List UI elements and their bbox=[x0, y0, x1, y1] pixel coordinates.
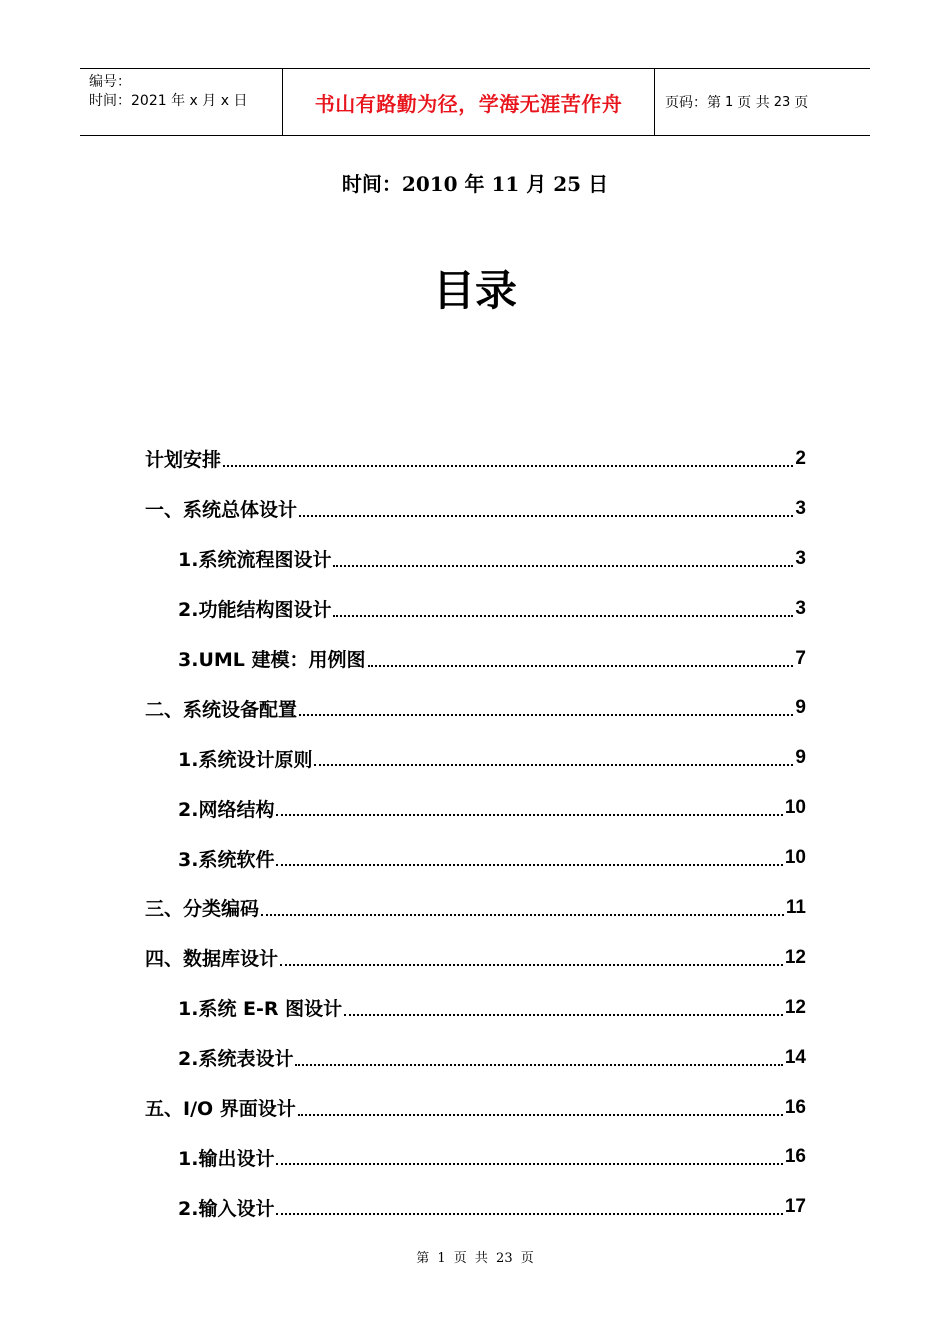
header-page-current: 1 bbox=[725, 94, 734, 110]
toc-entry-title: 1.系统流程图设计 bbox=[178, 549, 332, 572]
toc-leader-dots bbox=[368, 665, 794, 667]
toc-entry-title: 五、I/O 界面设计 bbox=[145, 1098, 296, 1121]
header-page-prefix: 页码：第 bbox=[665, 95, 721, 111]
header-motto: 书山有路勤为径，学海无涯苦作舟 bbox=[282, 69, 655, 135]
toc-entry-title: 二、系统设备配置 bbox=[145, 698, 298, 721]
header-date-label: 时间：2021 年 x 月 x 日 bbox=[89, 93, 248, 109]
page-footer: 第 1 页 共 23 页 bbox=[416, 1251, 534, 1266]
table-of-contents bbox=[145, 434, 806, 1232]
toc-entry-page: 2 bbox=[795, 447, 806, 469]
document-date: 时间：2010 年 11 月 25 日 bbox=[341, 172, 609, 196]
toc-entry[interactable] bbox=[145, 1132, 806, 1182]
toc-entry-title: 3.UML 建模：用例图 bbox=[178, 649, 366, 671]
toc-leader-dots bbox=[333, 565, 793, 567]
toc-entry-title: 1.系统设计原则 bbox=[178, 748, 313, 771]
toc-entry-page: 10 bbox=[784, 797, 806, 819]
header-page-total: 23 bbox=[773, 94, 791, 110]
toc-entry-page: 7 bbox=[795, 647, 806, 669]
toc-leader-dots bbox=[276, 864, 782, 866]
toc-entry-page: 16 bbox=[784, 1146, 806, 1168]
toc-entry[interactable] bbox=[145, 534, 806, 584]
header-page-mid: 页 共 bbox=[737, 95, 770, 111]
toc-entry[interactable] bbox=[145, 1083, 806, 1133]
toc-entry-page: 12 bbox=[784, 996, 806, 1018]
toc-entry[interactable] bbox=[145, 733, 806, 783]
toc-entry-page: 3 bbox=[795, 547, 806, 569]
toc-leader-dots bbox=[276, 814, 782, 816]
toc-entry[interactable] bbox=[145, 484, 806, 534]
toc-entry-page: 3 bbox=[795, 597, 806, 619]
page-header bbox=[80, 68, 870, 136]
toc-entry[interactable] bbox=[145, 1182, 806, 1232]
toc-entry-page: 16 bbox=[784, 1096, 806, 1118]
toc-entry-title: 四、数据库设计 bbox=[145, 948, 279, 971]
toc-leader-dots bbox=[333, 615, 793, 617]
toc-entry-page: 9 bbox=[795, 697, 806, 719]
toc-leader-dots bbox=[344, 1014, 783, 1016]
header-page-info bbox=[655, 69, 870, 135]
toc-entry[interactable] bbox=[145, 883, 806, 933]
toc-entry-title: 2.网络结构 bbox=[178, 798, 275, 821]
toc-entry-title: 1.系统 E-R 图设计 bbox=[178, 998, 343, 1021]
toc-leader-dots bbox=[299, 515, 793, 517]
toc-entry[interactable] bbox=[145, 1033, 806, 1083]
toc-title: 目录 bbox=[432, 266, 517, 315]
toc-entry-title: 2.系统表设计 bbox=[178, 1048, 294, 1071]
toc-entry[interactable] bbox=[145, 634, 806, 684]
toc-entry-title: 2.功能结构图设计 bbox=[178, 599, 332, 622]
toc-entry-page: 3 bbox=[795, 497, 806, 519]
toc-entry[interactable] bbox=[145, 833, 806, 883]
header-serial-label: 编号： bbox=[89, 74, 131, 90]
toc-leader-dots bbox=[261, 914, 784, 916]
toc-entry-page: 9 bbox=[795, 747, 806, 769]
toc-entry[interactable] bbox=[145, 933, 806, 983]
toc-entry-page: 10 bbox=[784, 847, 806, 869]
toc-entry-page: 14 bbox=[784, 1046, 806, 1068]
header-page-suffix: 页 bbox=[794, 95, 809, 111]
toc-entry[interactable] bbox=[145, 434, 806, 484]
toc-entry[interactable] bbox=[145, 983, 806, 1033]
header-left-cell bbox=[80, 69, 282, 135]
toc-entry[interactable] bbox=[145, 783, 806, 833]
toc-entry-title: 三、分类编码 bbox=[145, 898, 260, 921]
toc-leader-dots bbox=[276, 1163, 782, 1165]
toc-entry[interactable] bbox=[145, 584, 806, 634]
toc-leader-dots bbox=[276, 1213, 782, 1215]
toc-entry-title: 1.输出设计 bbox=[178, 1147, 275, 1170]
toc-entry-page: 11 bbox=[785, 896, 806, 918]
toc-entry-page: 17 bbox=[784, 1196, 806, 1218]
toc-leader-dots bbox=[223, 465, 793, 467]
toc-leader-dots bbox=[295, 1064, 782, 1066]
toc-entry-title: 3.系统软件 bbox=[178, 848, 275, 871]
toc-leader-dots bbox=[314, 764, 793, 766]
toc-entry-title: 2.输入设计 bbox=[178, 1197, 275, 1220]
toc-entry-page: 12 bbox=[784, 946, 806, 968]
toc-entry[interactable] bbox=[145, 683, 806, 733]
toc-entry-title: 计划安排 bbox=[145, 449, 222, 472]
toc-entry-title: 一、系统总体设计 bbox=[145, 499, 298, 522]
toc-leader-dots bbox=[299, 714, 793, 716]
toc-leader-dots bbox=[298, 1114, 783, 1116]
toc-leader-dots bbox=[280, 964, 783, 966]
